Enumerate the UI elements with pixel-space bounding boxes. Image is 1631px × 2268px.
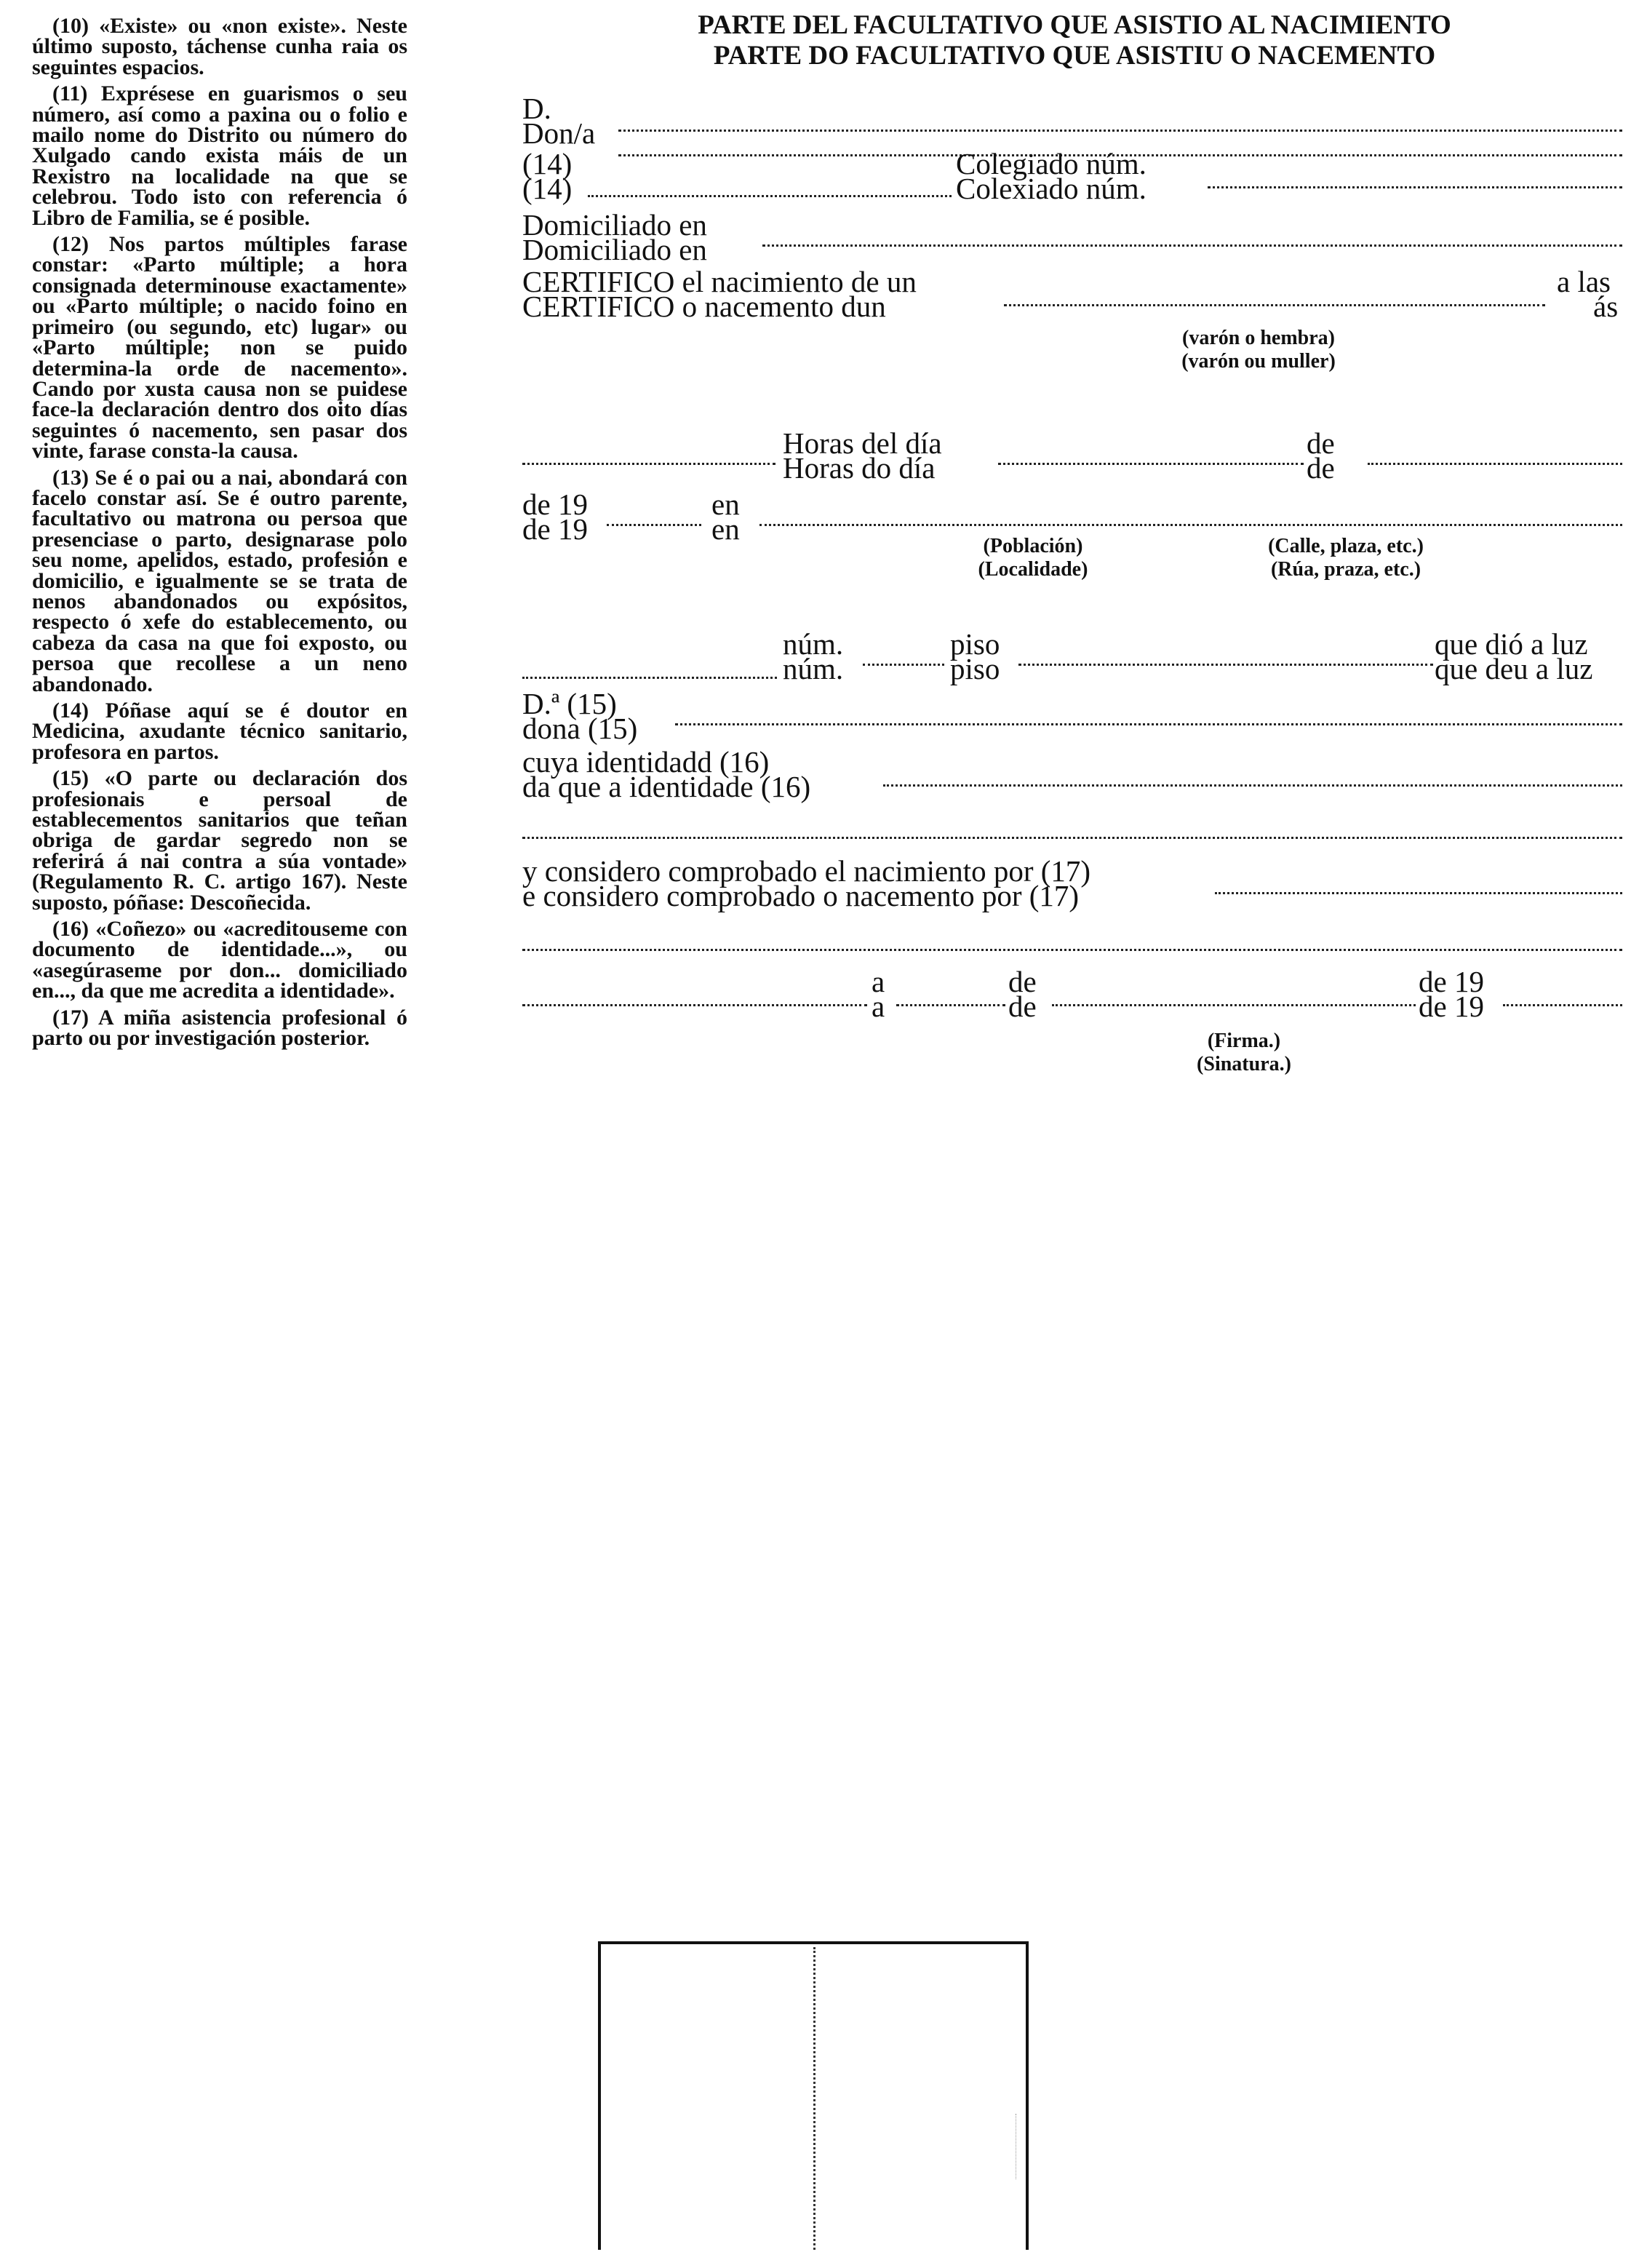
label-de192-gl: de 19 bbox=[1419, 990, 1484, 1023]
label-horas-es: Horas del día bbox=[783, 426, 942, 460]
label-firma-es: (Firma.) bbox=[1207, 1030, 1281, 1052]
label-dona-gl: dona (15) bbox=[522, 712, 638, 745]
stub-box bbox=[598, 1941, 1029, 2250]
label-de19-es: de 19 bbox=[522, 488, 588, 521]
label-num-es: núm. bbox=[783, 627, 844, 661]
label-piso-es: piso bbox=[950, 627, 1000, 661]
label-colegiado-es: Colegiado núm. bbox=[956, 147, 1147, 180]
title-es: PARTE DEL FACULTATIVO QUE ASISTIO AL NACIMIENTO bbox=[698, 10, 1451, 40]
field-mes[interactable] bbox=[1368, 463, 1622, 465]
note-12: (12) Nos partos múltiples farase constar: «Parto múltiple; a hora consignada determinouse exactamente» ou «Parto múltiple; o nacido foino en primeiro (ou segundo, etc) lugar» ou «Parto múltiple; non se puido determina-la orde de nacemento». Cando por xusta causa non se puidese face-la declaración dentro dos oito días seguintes ó nacemento, sen pasar dos vinte, farase consta-la causa. bbox=[32, 232, 407, 463]
fold-line bbox=[813, 1947, 816, 2250]
field-colegiado[interactable] bbox=[1208, 186, 1622, 188]
label-firma-gl: (Sinatura.) bbox=[1197, 1053, 1291, 1075]
hint-poblacion-es: (Población) bbox=[983, 535, 1083, 557]
label-d-gl: Don/a bbox=[522, 116, 596, 150]
label-comp-es: y considero comprobado el nacimiento por (17) bbox=[522, 854, 1091, 888]
label-a-es: a bbox=[872, 965, 885, 998]
field-dia-firma[interactable] bbox=[896, 1004, 1005, 1006]
label-cert-gl: CERTIFICO o nacemento dun bbox=[522, 290, 886, 323]
label-num-gl: núm. bbox=[783, 652, 844, 685]
hint-poblacion-gl: (Localidade) bbox=[978, 558, 1088, 581]
field-lugar[interactable] bbox=[522, 1004, 867, 1006]
field-ano[interactable] bbox=[607, 524, 701, 526]
note-14: (14) Póñase aquí se é doutor en Medicina, axudante técnico sanitario, profesora en partos. bbox=[32, 699, 407, 764]
field-mes-firma[interactable] bbox=[1052, 1004, 1416, 1006]
form-title bbox=[522, 10, 1627, 71]
label-alas-es: a las bbox=[1557, 265, 1611, 298]
label-luz-gl: que deu a luz bbox=[1435, 652, 1593, 685]
note-10: (10) «Existe» ou «non existe». Neste último suposto, táchense cunha raia os seguintes espacios. bbox=[32, 14, 407, 79]
label-domic-gl: Domiciliado en bbox=[522, 233, 707, 266]
label-luz-es: que dió a luz bbox=[1435, 627, 1588, 661]
title-gl: PARTE DO FACULTATIVO QUE ASISTIU O NACEMENTO bbox=[713, 41, 1436, 71]
note-15: (15) «O parte ou declaración dos profesionais e persoal de establecementos sanitarios que teñan obriga de gardar segredo non se referirá á nai contra a súa vontade» (Regulamento R. C. artigo 167). Neste suposto, póñase: Descoñecida. bbox=[32, 766, 407, 915]
label-piso-gl: piso bbox=[950, 652, 1000, 685]
label-de2-gl: de bbox=[1008, 990, 1037, 1023]
field-calle-cont[interactable] bbox=[522, 677, 777, 679]
field-madre[interactable] bbox=[675, 723, 1622, 725]
hint-calle-es: (Calle, plaza, etc.) bbox=[1268, 535, 1424, 557]
field-identidad-cont[interactable] bbox=[522, 837, 1622, 839]
label-dona-es: D.ª (15) bbox=[522, 687, 617, 720]
label-d-es: D. bbox=[522, 92, 551, 125]
field-poblacion-calle[interactable] bbox=[759, 524, 1622, 526]
label-de2-es: de bbox=[1008, 965, 1037, 998]
label-horas-gl: Horas do día bbox=[783, 451, 936, 485]
label-en-es: en bbox=[711, 488, 740, 521]
label-de1-gl: de bbox=[1307, 451, 1335, 485]
hint-sexo-es: (varón o hembra) bbox=[1182, 327, 1335, 349]
field-name-es[interactable] bbox=[618, 130, 1622, 132]
label-14-es: (14) bbox=[522, 147, 573, 180]
field-sexo[interactable] bbox=[1004, 304, 1545, 306]
certificate-form bbox=[522, 10, 1627, 71]
label-de19-gl: de 19 bbox=[522, 512, 588, 546]
note-17: (17) A miña asistencia profesional ó parto ou por investigación posterior. bbox=[32, 1005, 407, 1051]
field-dia[interactable] bbox=[998, 463, 1304, 465]
label-de1-es: de bbox=[1307, 426, 1335, 460]
field-piso[interactable] bbox=[1018, 664, 1433, 666]
field-hora[interactable] bbox=[522, 463, 775, 465]
label-ident-es: cuya identidadd (16) bbox=[522, 745, 770, 779]
label-domic-es: Domiciliado en bbox=[522, 208, 707, 242]
hint-calle-gl: (Rúa, praza, etc.) bbox=[1270, 558, 1421, 581]
field-comprobacion-cont[interactable] bbox=[522, 949, 1622, 951]
note-11: (11) Exprésese en guarismos o seu número, así como a paxina ou o folio e mailo nome do Distrito ou número do Xulgado cando exista máis de un Rexistro na localidade na que se celebrou. Todo isto con referencia ó Libro de Familia, se é posible. bbox=[32, 81, 407, 230]
field-ano-firma[interactable] bbox=[1503, 1004, 1622, 1006]
label-colegiado-gl: Colexiado núm. bbox=[956, 172, 1147, 205]
label-en-gl: en bbox=[711, 512, 740, 546]
label-comp-gl: e considero comprobado o nacemento por (17) bbox=[522, 879, 1080, 912]
field-num[interactable] bbox=[863, 664, 944, 666]
label-14-gl: (14) bbox=[522, 172, 573, 205]
label-cert-es: CERTIFICO el nacimiento de un bbox=[522, 265, 917, 298]
label-de192-es: de 19 bbox=[1419, 965, 1484, 998]
field-identidad[interactable] bbox=[883, 784, 1622, 787]
label-alas-gl: ás bbox=[1593, 290, 1619, 323]
note-13: (13) Se é o pai ou a nai, abondará con facelo constar así. Se é outro parente, facultativo ou matrona ou persoa que presenciase o parto, designarase polo seu nome, apelidos, estado, profesión e domicilio, e igualmente se se trata de nenos abandonados ou expósitos, respecto ó xefe do establecemento, ou cabeza da casa na que foi exposto, ou persoa que recollese a un neno abandonado. bbox=[32, 465, 407, 696]
field-comprobacion[interactable] bbox=[1215, 892, 1622, 894]
hint-sexo-gl: (varón ou muller) bbox=[1181, 350, 1336, 373]
note-16: (16) «Coñezo» ou «acreditouseme con documento de identidade...», ou «asegúraseme por don... domiciliado en..., da que me acredita a identidade». bbox=[32, 917, 407, 1003]
label-a-gl: a bbox=[872, 990, 885, 1023]
field-domicilio[interactable] bbox=[762, 244, 1622, 247]
footnotes-column bbox=[32, 16, 407, 1055]
label-ident-gl: da que a identidade (16) bbox=[522, 770, 811, 803]
field-title-gl[interactable] bbox=[588, 195, 952, 197]
